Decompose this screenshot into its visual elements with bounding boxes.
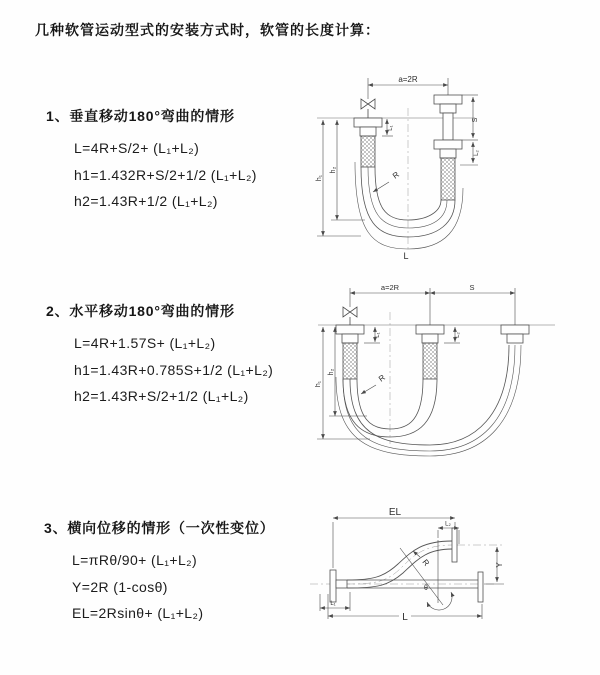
- section-1-heading: 1、垂直移动180°弯曲的情形: [46, 108, 235, 124]
- hose-s-curve: [347, 541, 452, 588]
- dim-label-h1: h₁: [316, 174, 323, 182]
- formula-h1: h1=1.43R+0.785S+1/2 (L₁+L₂): [74, 361, 274, 378]
- left-flange-fitting: [336, 325, 364, 379]
- left-flange: [330, 570, 347, 602]
- formula-Y: Y=2R (1-cosθ): [72, 578, 168, 595]
- section-lateral-displacement: [44, 518, 275, 627]
- construction-lines: [400, 540, 452, 610]
- section-3-heading: 3、横向位移的情形（一次性变位）: [44, 520, 275, 536]
- formula-L: L=4R+1.57S+ (L₁+L₂): [74, 335, 216, 351]
- right-flange: [478, 572, 483, 602]
- dim-label-l: L: [402, 612, 408, 623]
- s-curve-drawing: [300, 498, 600, 643]
- dim-label-r: R: [420, 557, 432, 568]
- dim-label-l1: L₁: [388, 125, 394, 131]
- dim-label-r: R: [390, 169, 401, 181]
- dim-label-s: S: [469, 283, 475, 292]
- dim-label-r: R: [376, 372, 387, 384]
- dim-label-h2: h₂: [328, 368, 335, 376]
- section-vertical-move: [46, 106, 257, 215]
- dim-label-h2: h₂: [330, 166, 337, 174]
- dim-label-a2r: a=2R: [380, 283, 400, 292]
- formula-h2: h2=1.43R+S/2+1/2 (L₁+L₂): [74, 388, 249, 404]
- dim-label-y: Y: [495, 562, 504, 568]
- dim-label-l1: L₁: [330, 601, 336, 607]
- diagram-vertical-move-180: [315, 70, 600, 270]
- dim-label-l2: L₂: [445, 521, 451, 528]
- dim-label-l2: L₂: [455, 332, 461, 338]
- centerlines: [310, 545, 504, 584]
- section-horizontal-move: [46, 301, 273, 410]
- valve-icon: [361, 99, 375, 118]
- dim-label-l2: L₂: [474, 150, 480, 156]
- dim-label-a2r: a=2R: [398, 75, 418, 84]
- formula-EL: EL=2Rsinθ+ (L₁+L₂): [72, 605, 204, 621]
- u-bend-drawing-2: [315, 282, 600, 467]
- dimension-lines: [320, 518, 504, 619]
- dim-label-el: EL: [388, 507, 402, 518]
- formula-L: L=πRθ/90+ (L₁+L₂): [72, 552, 198, 568]
- upper-flange: [452, 528, 457, 562]
- valve-icon: [343, 307, 357, 325]
- left-flange-fitting: [354, 118, 382, 167]
- dim-label-s: S: [472, 117, 479, 123]
- right-flange-fitting: [434, 95, 462, 200]
- diagram-horizontal-move-180: [315, 282, 600, 472]
- dim-label-h1: h₁: [315, 380, 322, 388]
- u-bend-drawing-1: [315, 70, 600, 265]
- formula-h2: h2=1.43R+1/2 (L₁+L₂): [74, 193, 218, 209]
- formula-h1: h1=1.432R+S/2+1/2 (L₁+L₂): [74, 166, 257, 183]
- section-2-heading: 2、水平移动180°弯曲的情形: [46, 303, 235, 319]
- page-title: 几种软管运动型式的安装方式时，软管的长度计算：: [35, 22, 380, 38]
- diagram-lateral-displacement: [300, 498, 600, 648]
- dim-label-l: L: [403, 251, 409, 261]
- moved-flange-fitting: [501, 325, 529, 343]
- middle-flange-fitting: [416, 325, 444, 379]
- dim-label-l1: L₁: [375, 332, 381, 338]
- dim-label-theta: θ: [424, 585, 428, 592]
- formula-L: L=4R+S/2+ (L₁+L₂): [74, 140, 200, 156]
